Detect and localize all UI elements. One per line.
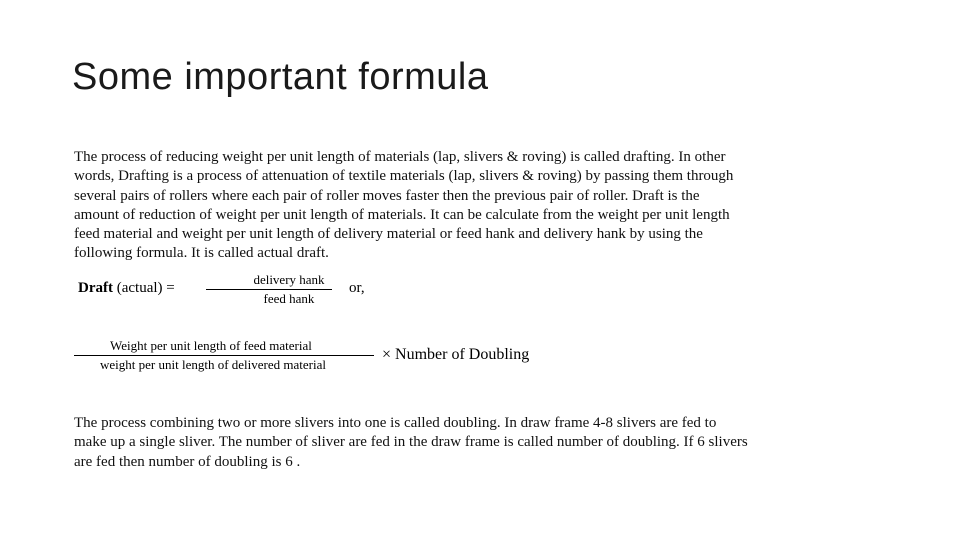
fraction-bar <box>206 289 332 290</box>
paragraph-line: are fed then number of doubling is 6 . <box>74 453 301 470</box>
doubling-paragraph <box>74 414 894 472</box>
paragraph-line: The process of reducing weight per unit length of materials (lap, slivers & roving) is called drafting. In other <box>74 149 726 165</box>
fraction-bar <box>74 355 374 356</box>
draft-label-rest: (actual) = <box>112 280 175 296</box>
slide-title: Some important formula <box>72 56 489 98</box>
paragraph-line: words, Drafting is a process of attenuation of textile materials (lap, slivers & roving) by passing them through <box>74 168 734 185</box>
draft-label <box>78 280 175 297</box>
drafting-paragraph <box>74 148 894 264</box>
doubling-multiplier: × Number of Doubling <box>382 346 530 363</box>
paragraph-line: feed material and weight per unit length of delivery material or feed hank and delivery hank by using the <box>74 226 703 243</box>
draft-label-bold: Draft <box>78 280 113 296</box>
paragraph-line: make up a single sliver. The number of sliver are fed in the draw frame is called number of doubling. If 6 slivers <box>74 434 748 451</box>
paragraph-line: several pairs of rollers where each pair of roller moves faster then the previous pair of roller. Draft is the <box>74 187 700 204</box>
paragraph-line: amount of reduction of weight per unit length of materials. It can be calculate from the weight per unit length <box>74 206 730 223</box>
doubling-denominator: weight per unit length of delivered material <box>100 357 326 372</box>
draft-or: or, <box>349 280 365 296</box>
draft-formula <box>78 272 398 308</box>
paragraph-line: The process combining two or more slivers into one is called doubling. In draw frame 4-8 slivers are fed to <box>74 415 717 431</box>
draft-numerator: delivery hank <box>253 272 325 287</box>
draft-denominator: feed hank <box>263 291 315 306</box>
doubling-formula <box>74 338 594 378</box>
doubling-numerator: Weight per unit length of feed material <box>110 338 312 353</box>
paragraph-line: following formula. It is called actual draft. <box>74 245 329 262</box>
